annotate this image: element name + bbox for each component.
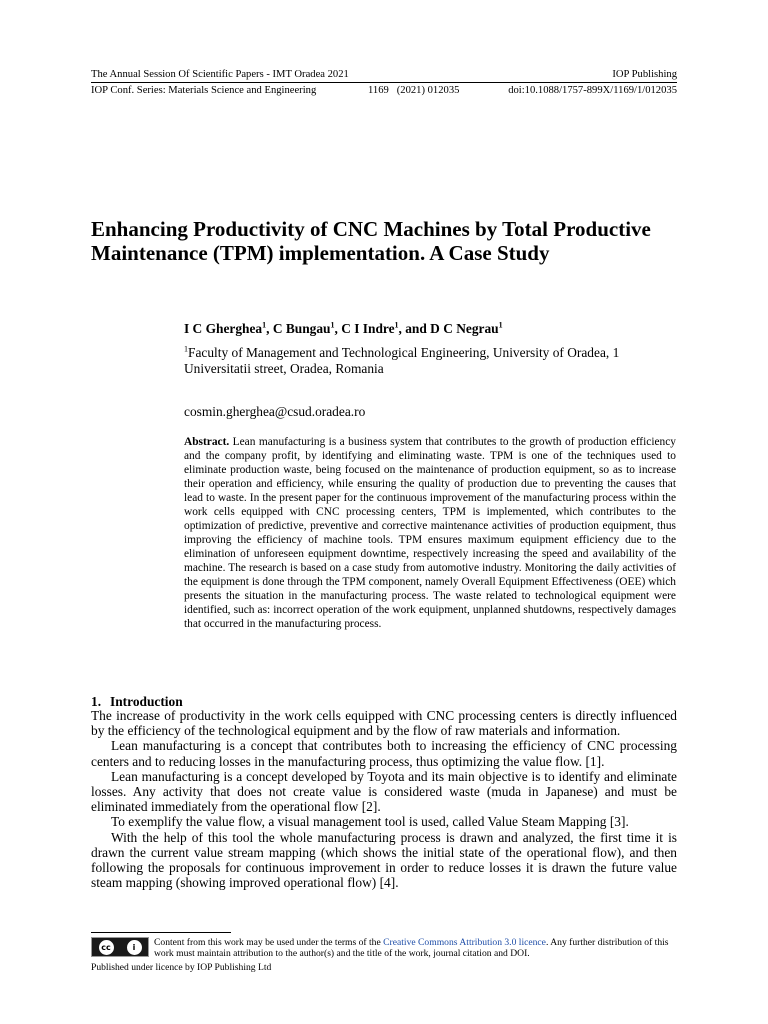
body-paragraph: Lean manufacturing is a concept that contributes both to increasing the efficiency of CNC processing centers and to reducing losses in the manufacturing process, thus optimizing the value flow. [1]. <box>91 738 677 769</box>
affiliation-marker: 1 <box>498 320 503 330</box>
header-divider <box>91 82 677 83</box>
licence-link[interactable]: Creative Commons Attribution 3.0 licence <box>383 937 546 948</box>
section-body <box>91 708 677 890</box>
author-name: C I Indre <box>341 321 395 336</box>
author-name: D C Negrau <box>430 321 499 336</box>
running-header <box>91 68 677 81</box>
abstract-label: Abstract. <box>184 436 230 448</box>
author-name: I C Gherghea <box>184 321 263 336</box>
author-list: I C Gherghea$^1$, C Bungau$^1$, C I Indre$^1$, and D C Negrau$^1$ <box>184 320 503 336</box>
publisher-name: IOP Publishing <box>612 69 677 80</box>
paper-title: Enhancing Productivity of CNC Machines by Total Productive Maintenance (TPM) implementation. A Case Study <box>91 217 651 265</box>
footer-divider <box>91 932 231 933</box>
body-paragraph: The increase of productivity in the work cells equipped with CNC processing centers is directly influenced by the efficiency of the technological equipment and by the flow of raw materials and information. <box>91 708 677 739</box>
affiliation-text: Faculty of Management and Technological Engineering, University of Oradea, 1 Universitatii street, Oradea, Romania <box>184 345 620 376</box>
affiliation <box>184 345 684 377</box>
licence-note-text: Content from this work may be used under the terms of the <box>154 937 384 948</box>
section-number: 1. <box>91 694 102 709</box>
abstract-text: Lean manufacturing is a business system that contributes to the growth of production efficiency and the company profit, by identifying and eliminating waste. TPM is one of the techniques used to eliminate production waste, being focused on the maintenance of production equipment, so as to increase their operation and efficiency, while ensuring the quality of production due to preventing the causes that lead to waste. In the present paper for the continuous improvement of the manufacturing process within the work cells equipped with CNC processing centers, TPM is implemented, which contributes to the optimization of predictive, preventive and corrective maintenance activities of production equipment, thus improving the efficiency of machine tools. TPM ensures maximum equipment efficiency due to the elimination of unforeseen equipment downtime, respectively increasing the speed and availability of the machine. The research is based on a case study from automotive industry. Monitoring the daily activities of the equipment is done through the TPM component, namely Overall Equipment Effectiveness (OEE) which presents the situation in the manufacturing process. The waste related to technological equipment were identified, such as: incorrect operation of the work equipment, unplanned shutdowns, respectively damages that occurred in the manufacturing process. <box>184 436 676 630</box>
conference-name: The Annual Session Of Scientific Papers - IMT Oradea 2021 <box>91 69 349 80</box>
author-email[interactable]: cosmin.gherghea@csud.oradea.ro <box>184 404 366 419</box>
volume-info: 1169 (2021) 012035 <box>368 85 460 96</box>
affiliation-marker: 1 <box>394 320 399 330</box>
cc-icon: cc <box>99 940 114 955</box>
section-title: Introduction <box>110 694 183 709</box>
body-paragraph: To exemplify the value flow, a visual management tool is used, called Value Steam Mapping [3]. <box>111 814 629 830</box>
affiliation-marker: 1 <box>262 320 267 330</box>
published-notice: Published under licence by IOP Publishing Ltd <box>91 962 272 973</box>
doi-text: doi:10.1088/1757-899X/1169/1/012035 <box>508 85 677 96</box>
journal-series: IOP Conf. Series: Materials Science and Engineering <box>91 85 317 96</box>
author-name: C Bungau <box>272 321 331 336</box>
attribution-icon: i <box>127 940 142 955</box>
licence-note <box>154 937 678 959</box>
body-paragraph: Lean manufacturing is a concept developed by Toyota and its main objective is to identify and eliminate losses. Any activity that does not create value is considered waste (muda in Japanese) and must be eliminated immediately from the operational flow [2]. <box>91 768 677 815</box>
affiliation-marker: 1 <box>330 320 335 330</box>
affiliation-marker: 1 <box>184 344 188 354</box>
licence-note-text: . Any further distribution of this work must maintain attribution to the author(s) and the title of the work, journal citation and DOI. <box>154 937 669 959</box>
creative-commons-by-icon[interactable] <box>91 937 149 957</box>
body-paragraph: With the help of this tool the whole manufacturing process is drawn and analyzed, the first time it is drawn the current value stream mapping (which shows the initial state of the operational flow), and then following the proposals for continuous improvement in order to reduce losses it is drawn the future value steam mapping (showing improved operational flow) [4]. <box>91 829 677 891</box>
abstract <box>184 435 676 631</box>
